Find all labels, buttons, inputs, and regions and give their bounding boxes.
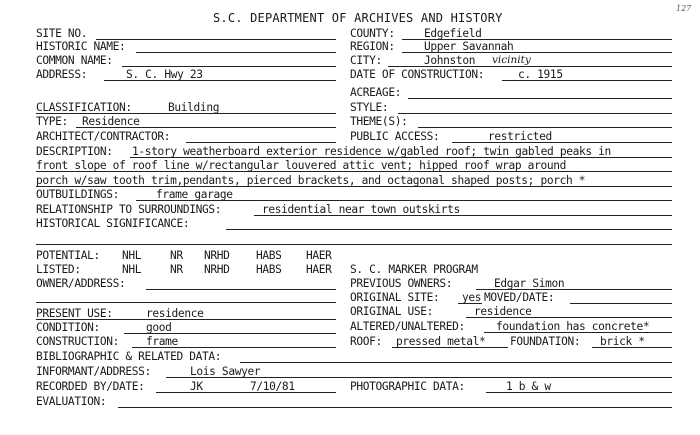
county-value: Edgefield xyxy=(424,27,482,40)
bibliographic-label: BIBLIOGRAPHIC & RELATED DATA: xyxy=(36,350,222,363)
style-label: STYLE: xyxy=(350,101,389,114)
present-use-value: residence xyxy=(146,307,204,320)
altered-value: foundation has concrete* xyxy=(496,320,650,333)
corner-mark: 127 xyxy=(676,4,692,13)
original-site-label: ORIGINAL SITE: xyxy=(350,291,440,304)
owner-line-1 xyxy=(146,289,336,290)
historical-significance-label: HISTORICAL SIGNIFICANCE: xyxy=(36,217,190,230)
description-line-1: 1-story weatherboard exterior residence w/gabled roof; twin gabled peaks in xyxy=(132,145,611,158)
relationship-label: RELATIONSHIP TO SURROUNDINGS: xyxy=(36,203,222,216)
theme-line xyxy=(418,127,672,128)
roof-line xyxy=(392,347,508,348)
potential-option-nrhd: NRHD xyxy=(204,249,230,262)
condition-value: good xyxy=(146,321,172,334)
photographic-data-label: PHOTOGRAPHIC DATA: xyxy=(350,380,465,393)
description-line-2: front slope of roof line w/rectangular louvered attic vent; hipped roof wrap around xyxy=(36,159,566,172)
county-label: COUNTY: xyxy=(350,27,395,40)
roof-value: pressed metal* xyxy=(396,335,486,348)
construction-line xyxy=(132,347,336,348)
owner-line-2 xyxy=(36,302,336,303)
original-use-value: residence xyxy=(474,305,532,318)
public-access-label: PUBLIC ACCESS: xyxy=(350,130,440,143)
relationship-value: residential near town outskirts xyxy=(262,203,460,216)
listed-option-nr: NR xyxy=(170,263,183,276)
original-use-label: ORIGINAL USE: xyxy=(350,305,434,318)
address-line xyxy=(104,80,336,81)
evaluation-label: EVALUATION: xyxy=(36,395,107,408)
informant-value: Lois Sawyer xyxy=(190,365,261,378)
common-name-label: COMMON NAME: xyxy=(36,54,113,67)
evaluation-line xyxy=(118,407,672,408)
description-underline-3 xyxy=(36,186,672,187)
recorded-by-value: JK xyxy=(190,380,203,393)
city-handwritten-note: vicinity xyxy=(492,54,531,66)
architect-line xyxy=(186,142,336,143)
informant-label: INFORMANT/ADDRESS: xyxy=(36,365,151,378)
recorded-by-label: RECORDED BY/DATE: xyxy=(36,380,145,393)
listed-option-haer: HAER xyxy=(306,263,332,276)
city-line xyxy=(388,66,672,67)
previous-owners-value: Edgar Simon xyxy=(494,277,565,290)
site-no-label: SITE NO. xyxy=(36,27,88,40)
date-line xyxy=(502,80,672,81)
condition-label: CONDITION: xyxy=(36,321,100,334)
altered-line xyxy=(484,332,672,333)
outbuildings-line xyxy=(136,200,672,201)
potential-option-nr: NR xyxy=(170,249,183,262)
city-label: CITY: xyxy=(350,54,382,67)
common-name-line xyxy=(122,66,336,67)
listed-option-habs: HABS xyxy=(256,263,282,276)
description-label: DESCRIPTION: xyxy=(36,145,113,158)
previous-owners-line xyxy=(476,289,672,290)
date-of-construction-value: c. 1915 xyxy=(518,68,563,81)
foundation-label: FOUNDATION: xyxy=(510,335,581,348)
style-line xyxy=(398,113,672,114)
classification-line xyxy=(36,113,336,114)
type-label: TYPE: xyxy=(36,115,68,128)
outbuildings-value: frame garage xyxy=(156,188,233,201)
address-label: ADDRESS: xyxy=(36,68,88,81)
architect-label: ARCHITECT/CONTRACTOR: xyxy=(36,130,171,143)
construction-value: frame xyxy=(146,335,178,348)
photographic-data-value: 1 b & w xyxy=(506,380,551,393)
original-site-value: yes xyxy=(462,291,482,304)
potential-option-habs: HABS xyxy=(256,249,282,262)
marker-program-label: S. C. MARKER PROGRAM xyxy=(350,263,478,276)
city-value: Johnston xyxy=(424,54,476,67)
relationship-line xyxy=(254,215,672,216)
moved-date-line xyxy=(570,303,672,304)
acreage-label: ACREAGE: xyxy=(350,86,402,99)
description-underline-2 xyxy=(36,171,672,172)
altered-label: ALTERED/UNALTERED: xyxy=(350,320,465,333)
significance-line-1 xyxy=(226,229,672,230)
roof-label: ROOF: xyxy=(350,335,382,348)
present-use-line xyxy=(36,319,336,320)
region-value: Upper Savannah xyxy=(424,40,514,53)
public-access-value: restricted xyxy=(488,130,552,143)
outbuildings-label: OUTBUILDINGS: xyxy=(36,188,120,201)
recorded-line xyxy=(156,392,336,393)
region-label: REGION: xyxy=(350,40,395,53)
description-line-3: porch w/saw tooth trim,pendants, pierced brackets, and octagonal shaped posts; porch * xyxy=(36,174,586,187)
potential-option-nhl: NHL xyxy=(122,249,142,262)
listed-label: LISTED: xyxy=(36,263,81,276)
foundation-line xyxy=(592,347,672,348)
date-of-construction-label: DATE OF CONSTRUCTION: xyxy=(350,68,485,81)
potential-label: POTENTIAL: xyxy=(36,249,100,262)
present-use-label: PRESENT USE: xyxy=(36,307,113,320)
type-value: Residence xyxy=(82,115,140,128)
recorded-date-value: 7/10/81 xyxy=(250,380,295,393)
address-value: S. C. Hwy 23 xyxy=(126,68,203,81)
classification-value: Building xyxy=(168,101,220,114)
site-no-line xyxy=(96,39,336,40)
public-access-line xyxy=(452,142,672,143)
original-use-line xyxy=(466,317,672,318)
foundation-value: brick * xyxy=(600,335,645,348)
previous-owners-label: PREVIOUS OWNERS: xyxy=(350,277,453,290)
theme-label: THEME(S): xyxy=(350,115,408,128)
acreage-line xyxy=(408,98,672,99)
description-underline-1 xyxy=(130,157,672,158)
historic-name-label: HISTORIC NAME: xyxy=(36,40,126,53)
informant-line xyxy=(166,377,672,378)
owner-address-label: OWNER/ADDRESS: xyxy=(36,277,126,290)
listed-option-nrhd: NRHD xyxy=(204,263,230,276)
condition-line xyxy=(124,333,336,334)
bibliographic-line xyxy=(240,362,672,363)
moved-date-label: MOVED/DATE: xyxy=(484,291,555,304)
original-site-line xyxy=(458,303,482,304)
photographic-line xyxy=(486,392,672,393)
region-line xyxy=(402,52,672,53)
construction-label: CONSTRUCTION: xyxy=(36,335,120,348)
form-title: S.C. DEPARTMENT OF ARCHIVES AND HISTORY xyxy=(213,11,503,25)
type-line xyxy=(76,127,336,128)
historic-name-line xyxy=(136,52,336,53)
listed-option-nhl: NHL xyxy=(122,263,142,276)
classification-label: CLASSIFICATION: xyxy=(36,101,132,114)
significance-line-2 xyxy=(36,244,672,245)
potential-option-haer: HAER xyxy=(306,249,332,262)
